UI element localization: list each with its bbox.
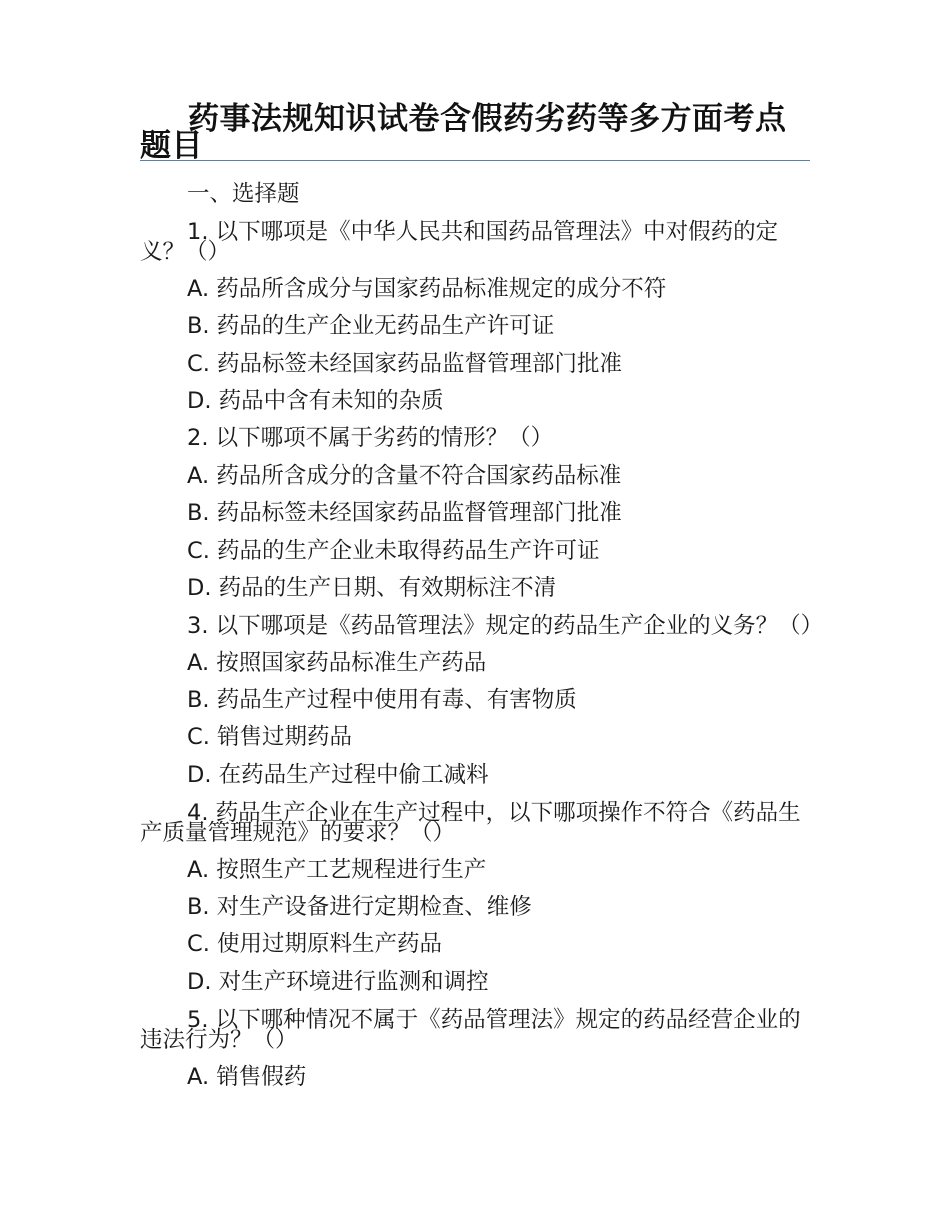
option: D. 在药品生产过程中偷工减料 <box>187 761 489 788</box>
question-stem: 4. 药品生产企业在生产过程中，以下哪项操作不符合《药品生产质量管理规范》的要求？（） <box>140 800 801 847</box>
option: A. 药品所含成分的含量不符合国家药品标准 <box>187 462 622 489</box>
question-stem: 2. 以下哪项不属于劣药的情形？（） <box>187 425 554 452</box>
option: B. 药品生产过程中使用有毒、有害物质 <box>187 687 577 714</box>
option: A. 销售假药 <box>187 1063 307 1090</box>
option: C. 药品的生产企业未取得药品生产许可证 <box>187 537 600 564</box>
document-title: 药事法规知识试卷含假药劣药等多方面考点题目 <box>140 101 787 164</box>
option: C. 使用过期原料生产药品 <box>187 931 443 958</box>
option: D. 对生产环境进行监测和调控 <box>187 968 489 995</box>
option: B. 药品标签未经国家药品监督管理部门批准 <box>187 500 622 527</box>
option: D. 药品的生产日期、有效期标注不清 <box>187 574 557 601</box>
option: D. 药品中含有未知的杂质 <box>187 387 444 414</box>
option: C. 销售过期药品 <box>187 724 353 751</box>
question-stem: 5. 以下哪种情况不属于《药品管理法》规定的药品经营企业的违法行为？（） <box>140 1007 801 1054</box>
option: B. 药品的生产企业无药品生产许可证 <box>187 313 555 340</box>
section-heading: 一、选择题 <box>187 181 300 207</box>
option: C. 药品标签未经国家药品监督管理部门批准 <box>187 350 623 377</box>
title-divider <box>140 160 810 161</box>
option: A. 按照生产工艺规程进行生产 <box>187 856 487 883</box>
question-stem: 3. 以下哪项是《药品管理法》规定的药品生产企业的义务？（） <box>187 613 824 640</box>
document-body <box>140 176 824 1096</box>
option: A. 药品所含成分与国家药品标准规定的成分不符 <box>187 275 667 302</box>
question-stem: 1. 以下哪项是《中华人民共和国药品管理法》中对假药的定义？（） <box>140 219 779 266</box>
option: B. 对生产设备进行定期检查、维修 <box>187 894 532 921</box>
option: A. 按照国家药品标准生产药品 <box>187 649 487 676</box>
